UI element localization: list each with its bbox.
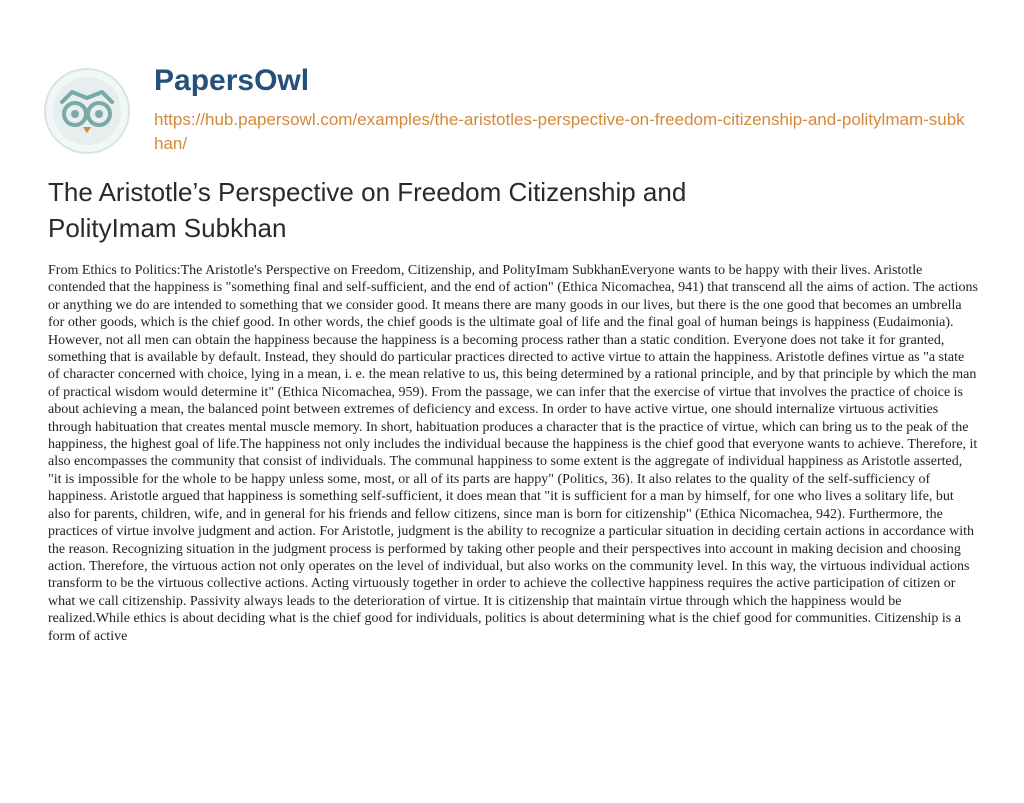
- site-header: [42, 56, 1002, 156]
- owl-logo-icon[interactable]: [42, 66, 132, 156]
- article-body: From Ethics to Politics:The Aristotle's Perspective on Freedom, Citizenship, and PolityImam SubkhanEveryone wants to be happy with their lives. Aristotle contended that the happiness is "something final and self-sufficient, and the end of action" (Ethica Nicomachea, 941) that transcend all the aims of action. The actions or anything we do are intended to something that we consider good. It means there are many goods in our lives, but there is the one good that becomes an umbrella for other goods, which is the chief good. In other words, the chief goods is the ultimate goal of life and the final goal of human beings is happiness (Eudaimonia). However, not all men can obtain the happiness because the happiness is a becoming process rather than a static condition. Everyone does not take it for granted, something that is available by default. Instead, they should do particular practices directed to active virtue to attain the happiness. Aristotle defines virtue as "a state of character concerned with choice, lying in a mean, i. e. the mean relative to us, this being determined by a rational principle, and by that principle by which the man of practical wisdom would determine it" (Ethica Nicomachea, 959). From the passage, we can infer that the exercise of virtue that involves the practice of choice is about achieving a mean, the balanced point between extremes of deficiency and excess. In order to have active virtue, one should internalize virtuous activities through habituation that creates mental muscle memory. In short, habituation produces a character that is the practice of virtue, which can bring us to the peak of the happiness, the highest goal of life.The happiness not only includes the individual because the happiness is the chief good that everyone wants to achieve. Therefore, it also encompasses the community that consist of individuals. The communal happiness to some extent is the aggregate of individual happiness as Aristotle asserted, "it is impossible for the whole to be happy unless some, most, or all of its parts are happy" (Politics, 36). It also relates to the quality of the self-sufficiency of happiness. Aristotle argued that happiness is something self-sufficient, it does mean that "it is sufficient for a man by himself, for one who lives a solitary life, but also for parents, children, wife, and in general for his friends and fellow citizens, since man is born for citizenship" (Ethica Nicomachea, 942). Furthermore, the practices of virtue involve judgment and action. For Aristotle, judgment is the ability to recognize a particular situation in deciding certain actions in accordance with the reason. Recognizing situation in the judgment process is performed by taking other people and their perspectives into account in making decision and choosing action. Therefore, the virtuous action not only operates on the level of individual, but also works on the community level. In this way, the virtuous individual actions transform to be the virtuous collective actions. Acting virtuously together in order to achieve the collective happiness requires the active participation of citizen or what we call citizenship. Passivity always leads to the deterioration of virtue. It is citizenship that maintain virtue through which the happiness would be realized.While ethics is about deciding what is the chief good for individuals, politics is about determining what is the chief good for communities. Citizenship is a form of active: [48, 263, 978, 644]
- source-url-link[interactable]: https://hub.papersowl.com/examples/the-aristotles-perspective-on-freedom-citizenship-and-politylmam-subkhan/: [154, 110, 965, 153]
- brand-name[interactable]: PapersOwl: [154, 64, 310, 97]
- page-title: The Aristotle’s Perspective on Freedom Citizenship and PolityImam Subkhan: [48, 177, 687, 243]
